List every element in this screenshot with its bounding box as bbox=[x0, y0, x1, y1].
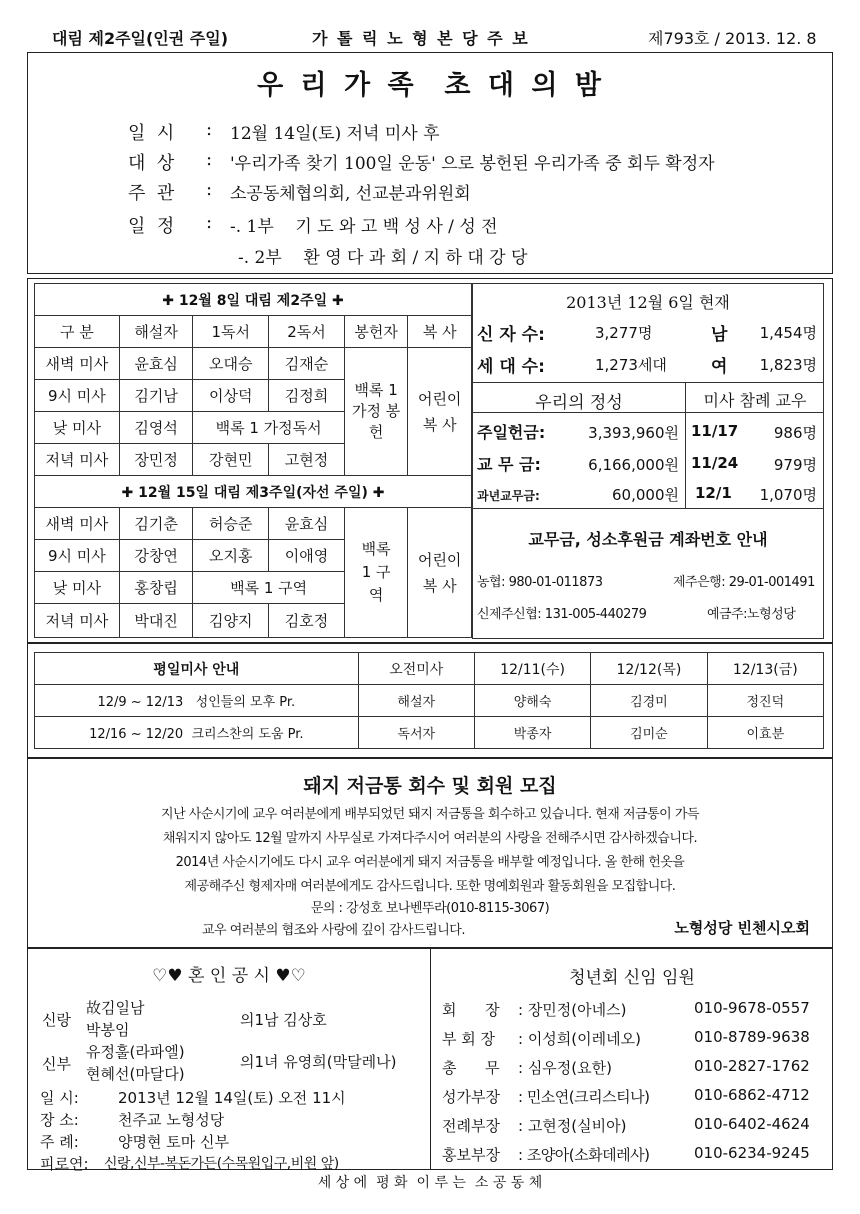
officer-name: : 심우정(요한) bbox=[518, 1059, 612, 1077]
piggy-line: 지난 사순시기에 교우 여러분에게 배부되었던 돼지 저금통을 회수하고 있습니다. 현재 저금통이 가득 bbox=[161, 807, 699, 822]
attendance-date: 11/24 bbox=[691, 454, 739, 472]
week2-server: 어린이 복 사 bbox=[408, 508, 472, 638]
offering-label: 교 무 금: bbox=[477, 455, 541, 474]
officer-role: 전례부장 bbox=[442, 1117, 500, 1135]
invitation-label: 일 정 bbox=[128, 216, 175, 237]
offering-label: 과년교무금: bbox=[477, 489, 540, 503]
piggy-title: 돼지 저금통 회수 및 회원 모집 bbox=[303, 775, 557, 797]
col-header: 봉헌자 bbox=[344, 316, 408, 348]
officer-role: 성가부장 bbox=[442, 1088, 500, 1106]
stats-panel bbox=[472, 283, 824, 509]
col-header: 오전미사 bbox=[358, 653, 474, 685]
col-header: 2독서 bbox=[269, 316, 345, 348]
bottom-section bbox=[27, 948, 833, 1173]
officer-phone: 010-2827-1762 bbox=[694, 1057, 810, 1075]
wedding-label: 피로연: bbox=[40, 1155, 89, 1173]
officer-name: : 장민정(아네스) bbox=[518, 1001, 627, 1019]
piggy-line: 2014년 사순시기에도 다시 교우 여러분에게 돼지 저금통을 배부할 예정입니다. 올 한해 헌옷을 bbox=[175, 855, 685, 870]
table-row: 낮 미사 홍창립 백록 1 구역 bbox=[35, 572, 472, 604]
table-row: 12/16 ~ 12/20 크리스찬의 도움 Pr. 독서자 박종자 김미순 이효분 bbox=[35, 717, 824, 749]
bride-label: 신부 bbox=[42, 1055, 71, 1073]
groom-mother: 박봉임 bbox=[86, 1021, 130, 1039]
offering-label: 주일헌금: bbox=[477, 423, 546, 442]
wedding-label: 장 소: bbox=[40, 1111, 79, 1129]
believers-label: 신 자 수: bbox=[477, 325, 545, 345]
youth-title: 청년회 신임 임원 bbox=[569, 968, 695, 988]
col-header: 해설자 bbox=[119, 316, 193, 348]
account-title: 교무금, 성소후원금 계좌번호 안내 bbox=[528, 530, 768, 549]
officer-phone: 010-8789-9638 bbox=[694, 1028, 810, 1046]
households-value: 1,273세대 bbox=[595, 356, 667, 374]
believers-value: 3,277명 bbox=[595, 324, 653, 342]
invitation-label: 일 시 bbox=[128, 123, 175, 144]
attendance-title: 미사 참례 교우 bbox=[703, 391, 807, 410]
footer-slogan: 세 상 에 평 화 이 루 는 소 공 동 체 bbox=[317, 1175, 543, 1191]
account-line: 예금주:노형성당 bbox=[707, 607, 796, 622]
groom-father: 故김일남 bbox=[86, 999, 145, 1017]
officer-phone: 010-6234-9245 bbox=[694, 1144, 810, 1162]
week2-offering: 백록 1 구역 bbox=[344, 508, 408, 638]
weekday-table bbox=[34, 652, 824, 749]
youth-panel bbox=[432, 957, 832, 1169]
invitation-label: 대 상 bbox=[128, 153, 175, 174]
table-row: 새벽 미사 윤효심 오대승 김재순 백록 1 가정 봉헌 어린이 복 사 bbox=[35, 348, 472, 380]
officer-name: : 조양아(소화데레사) bbox=[518, 1146, 650, 1164]
offering-value: 3,393,960원 bbox=[588, 424, 679, 442]
officer-name: : 이성희(이레네오) bbox=[518, 1030, 641, 1048]
col-header: 12/12(목) bbox=[591, 653, 707, 685]
table-row: 9시 미사 김기남 이상덕 김정희 bbox=[35, 380, 472, 412]
stats-title: 2013년 12월 6일 현재 bbox=[566, 293, 730, 312]
attendance-count: 1,070명 bbox=[759, 486, 817, 504]
attendance-date: 12/1 bbox=[695, 484, 732, 502]
liturgy-schedule-table bbox=[34, 283, 472, 638]
female-label: 여 bbox=[711, 357, 728, 377]
officer-phone: 010-6862-4712 bbox=[694, 1086, 810, 1104]
col-header: 복 사 bbox=[408, 316, 472, 348]
officer-role: 홍보부장 bbox=[442, 1146, 500, 1164]
schedule-section bbox=[27, 278, 833, 643]
table-row: 저녁 미사 박대진 김양지 김호정 bbox=[35, 604, 472, 638]
week2-title: ✚ 12월 15일 대림 제3주일(자선 주일) ✚ bbox=[35, 476, 472, 508]
officer-role: 부 회 장 bbox=[442, 1030, 496, 1048]
officer-name: : 고현정(실비아) bbox=[518, 1117, 627, 1135]
bride-name: 의1녀 유영희(막달레나) bbox=[240, 1053, 397, 1071]
male-value: 1,454명 bbox=[759, 324, 817, 342]
weekday-section bbox=[27, 643, 833, 758]
account-line: 신제주신협: 131-005-440279 bbox=[477, 607, 647, 622]
officer-role: 총 무 bbox=[442, 1059, 500, 1077]
invitation-label: 주 관 bbox=[128, 183, 175, 204]
wedding-label: 일 시: bbox=[40, 1089, 79, 1107]
bride-father: 유정훌(라파엘) bbox=[86, 1043, 185, 1061]
officer-phone: 010-9678-0557 bbox=[694, 999, 810, 1017]
piggy-signature: 노형성당 빈첸시오회 bbox=[674, 919, 810, 937]
wedding-panel bbox=[28, 957, 430, 1173]
officer-role: 회 장 bbox=[442, 1001, 500, 1019]
table-row: 낮 미사 김영석 백록 1 가정독서 bbox=[35, 412, 472, 444]
week1-offering: 백록 1 가정 봉헌 bbox=[344, 348, 408, 476]
wedding-value: 신랑,신부-복돈가든(수목원입구,비원 앞) bbox=[104, 1156, 339, 1172]
invitation-value: 소공동체협의회, 선교분과위원회 bbox=[230, 184, 471, 204]
female-value: 1,823명 bbox=[759, 356, 817, 374]
invitation-value: '우리가족 찾기 100일 운동' 으로 봉헌된 우리가족 중 회두 확정자 bbox=[230, 154, 715, 174]
attendance-count: 986명 bbox=[773, 424, 817, 442]
invitation-title: 우 리 가 족 초 대 의 밤 bbox=[257, 70, 605, 101]
header-right: 제793호 / 2013. 12. 8 bbox=[648, 29, 817, 48]
bride-mother: 현혜선(마달다) bbox=[86, 1065, 185, 1083]
account-line: 제주은행: 29-01-001491 bbox=[673, 575, 815, 590]
officer-phone: 010-6402-4624 bbox=[694, 1115, 810, 1133]
invitation-box: 우 리 가 족 초 대 의 밤 일 시 : 12월 14일(토) 저녁 미사 후 대 상 : '우리가족 찾기 100일 운동' 으로 봉헌된 우리가족 중 회두 확정자 주 관 : 소공동체협의회, 선교분과위원회 일 정 : -. 1부 기 도 와 고 백 성 사 / 성 전 -. 2부 환 영 다 과 회 / 지 하 대 강 당 bbox=[27, 52, 833, 274]
households-label: 세 대 수: bbox=[477, 357, 545, 377]
table-row: 저녁 미사 장민정 강현민 고현정 bbox=[35, 444, 472, 476]
male-label: 남 bbox=[711, 325, 728, 345]
week1-title: ✚ 12월 8일 대림 제2주일 ✚ bbox=[35, 284, 472, 316]
col-header: 1독서 bbox=[193, 316, 269, 348]
piggy-closing: 교우 여러분의 협조와 사랑에 깊이 감사드립니다. bbox=[202, 923, 465, 938]
piggy-section bbox=[27, 758, 833, 948]
offering-value: 6,166,000원 bbox=[588, 456, 679, 474]
offering-value: 60,000원 bbox=[612, 486, 679, 504]
header-center: 가 톨 릭 노 형 본 당 주 보 bbox=[312, 29, 530, 48]
attendance-count: 979명 bbox=[773, 456, 817, 474]
account-line: 농협: 980-01-011873 bbox=[477, 575, 603, 590]
invitation-value: 12월 14일(토) 저녁 미사 후 bbox=[230, 124, 440, 144]
groom-label: 신랑 bbox=[42, 1011, 71, 1029]
attendance-date: 11/17 bbox=[691, 422, 739, 440]
piggy-line: 제공해주신 형제자매 여러분에게도 감사드립니다. 또한 명예회원과 활동회원을 모집합니다. bbox=[184, 879, 676, 894]
wedding-value: 2013년 12월 14일(토) 오전 11시 bbox=[118, 1089, 346, 1107]
col-header: 구 분 bbox=[35, 316, 120, 348]
wedding-title: ♡♥ 혼 인 공 시 ♥♡ bbox=[152, 966, 306, 986]
table-row: 9시 미사 강창연 오지홍 이애영 bbox=[35, 540, 472, 572]
piggy-line: 문의 : 강성호 보나벤뚜라(010-8115-3067) bbox=[310, 901, 550, 916]
offering-title: 우리의 정성 bbox=[535, 393, 623, 413]
col-header: 12/11(수) bbox=[474, 653, 590, 685]
table-row: 12/9 ~ 12/13 성인들의 모후 Pr. 해설자 양해숙 김경미 정진덕 bbox=[35, 685, 824, 717]
header-left: 대림 제2주일(인권 주일) bbox=[52, 29, 229, 48]
wedding-label: 주 례: bbox=[40, 1133, 79, 1151]
officer-name: : 민소연(크리스티나) bbox=[518, 1088, 650, 1106]
week1-server: 어린이 복 사 bbox=[408, 348, 472, 476]
account-panel bbox=[472, 509, 824, 639]
wedding-value: 양명현 토마 신부 bbox=[118, 1133, 229, 1151]
invitation-value: -. 1부 기 도 와 고 백 성 사 / 성 전 bbox=[230, 217, 498, 237]
invitation-schedule-2: -. 2부 환 영 다 과 회 / 지 하 대 강 당 bbox=[238, 248, 528, 268]
col-header: 12/13(금) bbox=[707, 653, 823, 685]
groom-name: 의1남 김상호 bbox=[240, 1011, 327, 1029]
wedding-value: 천주교 노형성당 bbox=[118, 1111, 225, 1129]
piggy-line: 채워지지 않아도 12월 말까지 사무실로 가져다주시어 여러분의 사랑을 전해주시면 감사하겠습니다. bbox=[162, 831, 698, 846]
table-row: 새벽 미사 김기춘 허승준 윤효심 백록 1 구역 어린이 복 사 bbox=[35, 508, 472, 540]
col-header: 평일미사 안내 bbox=[35, 653, 359, 685]
